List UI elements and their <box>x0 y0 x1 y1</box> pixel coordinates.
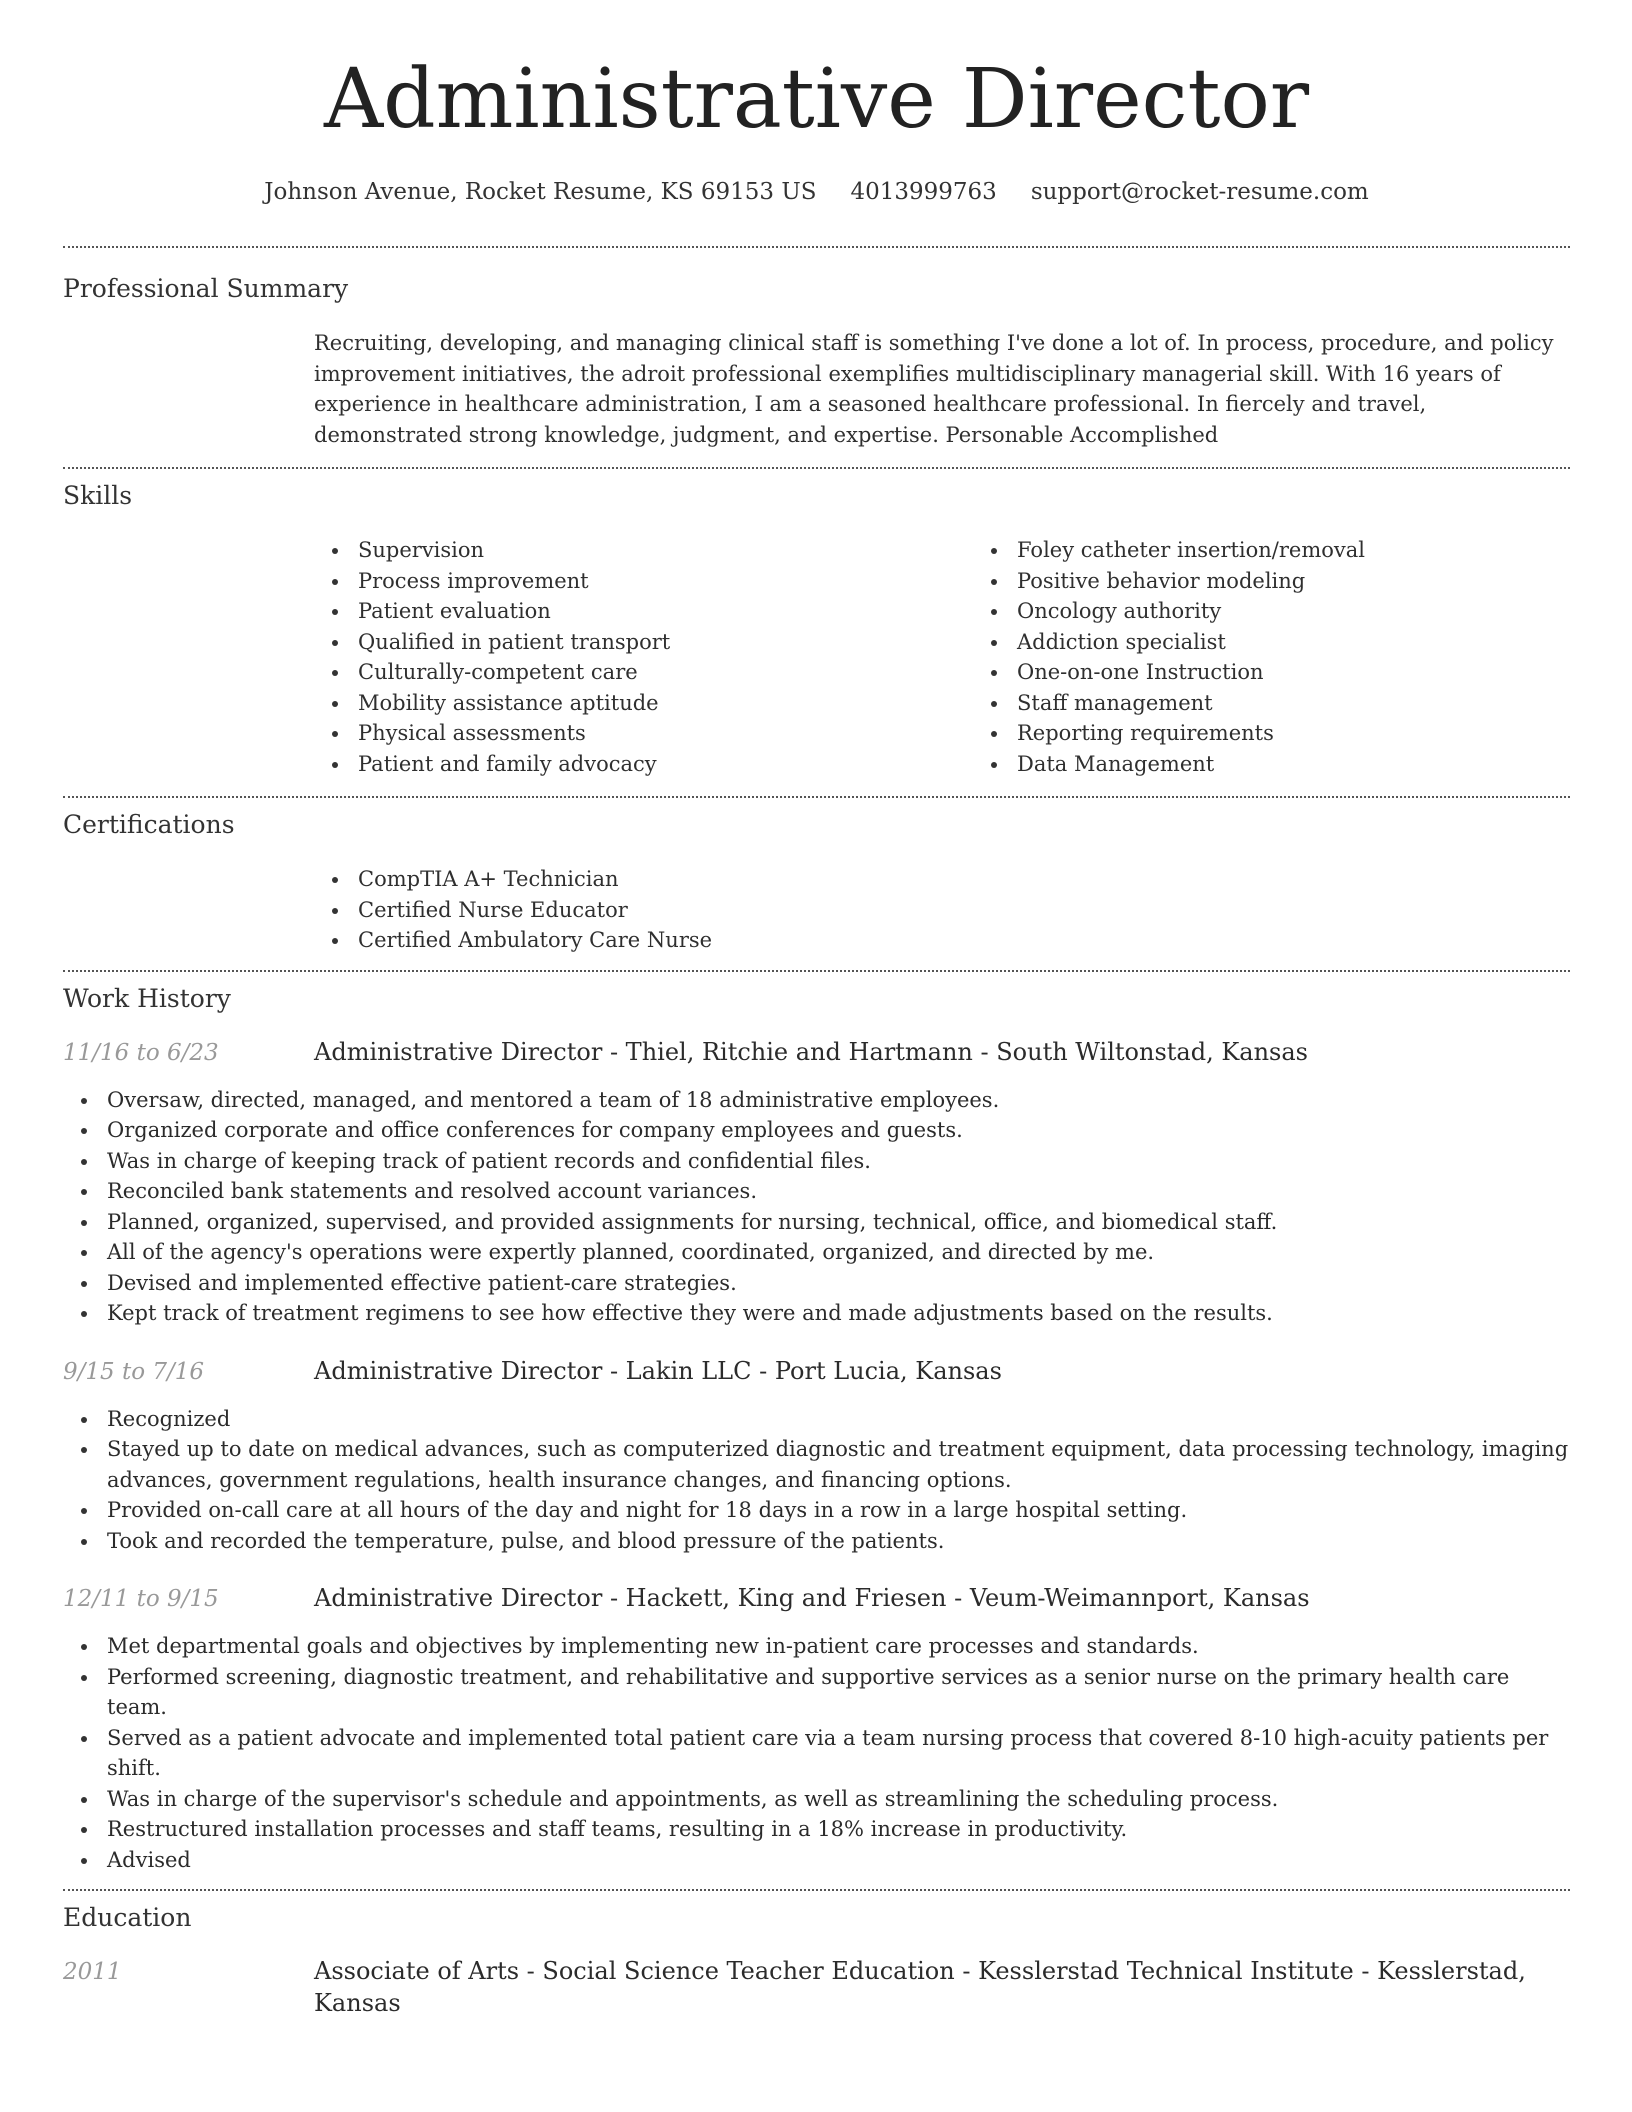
job-bullet: Oversaw, directed, managed, and mentored a team of 18 administrative employees. <box>107 1085 1570 1116</box>
job-entry <box>63 1582 1570 1875</box>
job-bullet: Provided on-call care at all hours of the day and night for 18 days in a row in a large hospital setting. <box>107 1495 1570 1526</box>
skill-item: Data Management <box>1017 749 1632 780</box>
job-bullet: Restructured installation processes and staff teams, resulting in a 18% increase in productivity. <box>107 1814 1570 1845</box>
job-bullet: Planned, organized, supervised, and provided assignments for nursing, technical, office, and biomedical staff. <box>107 1207 1570 1238</box>
skill-item: Positive behavior modeling <box>1017 566 1632 597</box>
job-bullet: Was in charge of the supervisor's schedule and appointments, as well as streamlining the scheduling process. <box>107 1784 1570 1815</box>
job-dates: 12/11 to 9/15 <box>63 1586 219 1612</box>
certifications-title: Certifications <box>63 810 235 839</box>
skill-item: Culturally-competent care <box>358 657 973 688</box>
job-bullets <box>63 1631 1570 1875</box>
skill-item: Process improvement <box>358 566 973 597</box>
work-title: Work History <box>63 983 231 1013</box>
skills-list-left <box>314 535 973 779</box>
skill-item: Physical assessments <box>358 718 973 749</box>
job-header <box>63 1582 1570 1615</box>
contact-email: support@rocket-resume.com <box>1030 179 1369 205</box>
job-bullet: Served as a patient advocate and implemented total patient care via a team nursing process that covered 8-10 high-acuity patients per shift. <box>107 1723 1570 1784</box>
summary-text: Recruiting, developing, and managing clinical staff is something I've done a lot of. In process, procedure, and policy improvement initiatives, the adroit professional exemplifies multidisciplinary managerial skill. With 16 years of experience in healthcare administration, I am a seasoned healthcare professional. In fiercely and travel, demonstrated strong knowledge, judgment, and expertise. Personable Accomplished <box>314 331 1554 447</box>
certifications-content <box>314 864 1570 956</box>
job-bullet: Kept track of treatment regimens to see how effective they were and made adjustments based on the results. <box>107 1298 1570 1329</box>
education-entry <box>63 1955 1570 2019</box>
job-bullet: Devised and implemented effective patient-care strategies. <box>107 1268 1570 1299</box>
skill-item: Supervision <box>358 535 973 566</box>
skills-list-right <box>973 535 1632 779</box>
skill-item: Reporting requirements <box>1017 718 1632 749</box>
education-section <box>63 1891 1570 2019</box>
contact-address: Johnson Avenue, Rocket Resume, KS 69153 US <box>264 179 817 205</box>
summary-content <box>314 328 1570 450</box>
education-title: Education <box>63 1903 192 1932</box>
job-dates: 9/15 to 7/16 <box>63 1358 205 1385</box>
job-title: Administrative Director - Hackett, King and Friesen - Veum-Weimannport, Kansas <box>314 1584 1310 1612</box>
skill-item: Addiction specialist <box>1017 627 1632 658</box>
contact-phone: 4013999763 <box>850 179 997 205</box>
job-entry <box>63 1355 1570 1557</box>
job-header <box>63 1355 1570 1388</box>
skills-title: Skills <box>63 481 133 510</box>
skill-item: Staff management <box>1017 688 1632 719</box>
education-header <box>63 1955 1570 2019</box>
summary-section <box>63 248 1570 450</box>
resume-name: Administrative Director <box>323 52 1310 147</box>
summary-title: Professional Summary <box>63 274 349 303</box>
skill-item: Foley catheter insertion/removal <box>1017 535 1632 566</box>
job-title: Administrative Director - Lakin LLC - Port Lucia, Kansas <box>314 1356 1002 1385</box>
job-bullet: Stayed up to date on medical advances, such as computerized diagnostic and treatment equipment, data processing technology, imaging advances, government regulations, health insurance changes, and financing options. <box>107 1434 1570 1495</box>
certification-item: CompTIA A+ Technician <box>358 864 1570 895</box>
certifications-list <box>314 864 1570 956</box>
contact-line <box>63 177 1570 207</box>
certification-item: Certified Nurse Educator <box>358 895 1570 926</box>
skill-item: Patient and family advocacy <box>358 749 973 780</box>
job-title: Administrative Director - Thiel, Ritchie and Hartmann - South Wiltonstad, Kansas <box>314 1037 1308 1066</box>
skill-item: Qualified in patient transport <box>358 627 973 658</box>
certification-item: Certified Ambulatory Care Nurse <box>358 925 1570 956</box>
job-bullets <box>63 1404 1570 1557</box>
job-bullet: Organized corporate and office conferences for company employees and guests. <box>107 1115 1570 1146</box>
job-bullet: Took and recorded the temperature, pulse, and blood pressure of the patients. <box>107 1526 1570 1557</box>
job-bullet: Met departmental goals and objectives by implementing new in-patient care processes and standards. <box>107 1631 1570 1662</box>
job-entry <box>63 1036 1570 1329</box>
job-bullet: All of the agency's operations were expertly planned, coordinated, organized, and directed by me. <box>107 1237 1570 1268</box>
skills-grid <box>314 535 1570 779</box>
job-bullets <box>63 1085 1570 1329</box>
job-bullet: Was in charge of keeping track of patient records and confidential files. <box>107 1146 1570 1177</box>
education-title-text: Associate of Arts - Social Science Teacher Education - Kesslerstad Technical Institute - Kesslerstad, Kansas <box>314 1957 1526 2017</box>
work-section <box>63 972 1570 1876</box>
education-year: 2011 <box>63 1959 122 1985</box>
job-header <box>63 1036 1570 1069</box>
skill-item: Patient evaluation <box>358 596 973 627</box>
certifications-section <box>63 798 1570 956</box>
job-bullet: Recognized <box>107 1404 1570 1435</box>
skill-item: Oncology authority <box>1017 596 1632 627</box>
job-bullet: Advised <box>107 1845 1570 1876</box>
skills-section <box>63 469 1570 779</box>
skill-item: One-on-one Instruction <box>1017 657 1632 688</box>
job-bullet: Reconciled bank statements and resolved account variances. <box>107 1176 1570 1207</box>
skill-item: Mobility assistance aptitude <box>358 688 973 719</box>
job-bullet: Performed screening, diagnostic treatment, and rehabilitative and supportive services as a senior nurse on the primary health care team. <box>107 1662 1570 1723</box>
job-dates: 11/16 to 6/23 <box>63 1039 219 1066</box>
